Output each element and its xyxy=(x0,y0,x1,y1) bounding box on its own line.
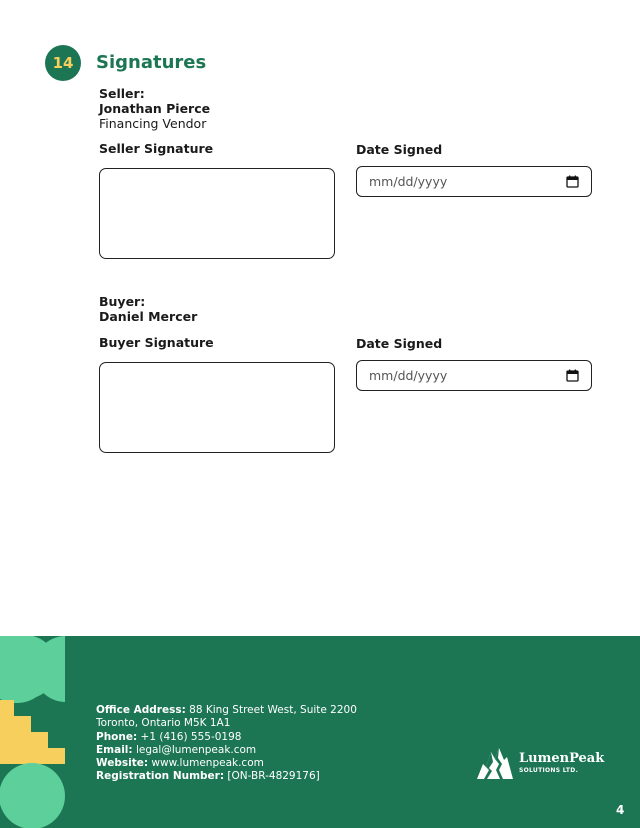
calendar-icon[interactable] xyxy=(566,175,579,188)
section-title: Signatures xyxy=(96,52,207,73)
buyer-date-input[interactable] xyxy=(356,360,592,391)
phone xyxy=(96,731,357,744)
buyer-date-label: Date Signed xyxy=(356,336,443,351)
footer-decoration xyxy=(0,636,70,828)
website-value[interactable]: www.lumenpeak.com xyxy=(151,757,264,770)
registration-key: Registration Number: xyxy=(96,770,225,783)
office-address-line1: 88 King Street West, Suite 2200 xyxy=(189,704,357,716)
seller-title: Financing Vendor xyxy=(99,116,207,131)
footer xyxy=(0,636,640,828)
contact-block xyxy=(96,704,357,784)
mountain-logo-icon xyxy=(477,746,513,779)
buyer-date-placeholder: mm/dd/yyyy xyxy=(369,368,448,383)
seller-signature-label: Seller Signature xyxy=(99,141,214,156)
seller-role-label: Seller: xyxy=(99,86,145,101)
office-address xyxy=(96,704,357,717)
phone-key: Phone: xyxy=(96,730,138,743)
company-logo xyxy=(477,746,604,779)
logo-subtitle: SOLUTIONS LTD. xyxy=(519,766,579,774)
office-address-key: Office Address: xyxy=(96,704,186,716)
email xyxy=(96,744,357,757)
seller-info xyxy=(99,86,210,131)
buyer-role-label: Buyer: xyxy=(99,294,146,309)
email-key: Email: xyxy=(96,743,133,756)
buyer-signature-box[interactable] xyxy=(99,362,335,453)
buyer-signature-label: Buyer Signature xyxy=(99,335,214,350)
seller-signature-box[interactable] xyxy=(99,168,335,259)
calendar-icon[interactable] xyxy=(566,369,579,382)
logo-name: LumenPeak xyxy=(519,750,605,766)
buyer-name: Daniel Mercer xyxy=(99,309,198,324)
seller-date-label: Date Signed xyxy=(356,142,443,157)
registration xyxy=(96,770,357,783)
website-key: Website: xyxy=(96,757,149,770)
registration-value: [ON-BR-4829176] xyxy=(227,770,320,783)
website xyxy=(96,757,357,770)
buyer-info xyxy=(99,294,197,324)
email-value[interactable]: legal@lumenpeak.com xyxy=(135,743,257,756)
seller-date-input[interactable] xyxy=(356,166,592,197)
office-address-line2: Toronto, Ontario M5K 1A1 xyxy=(96,717,231,730)
phone-value: +1 (416) 555-0198 xyxy=(140,730,242,743)
section-number-badge: 14 xyxy=(45,45,81,81)
seller-name: Jonathan Pierce xyxy=(99,101,211,116)
seller-date-placeholder: mm/dd/yyyy xyxy=(369,174,448,189)
page-number: 4 xyxy=(616,803,625,817)
